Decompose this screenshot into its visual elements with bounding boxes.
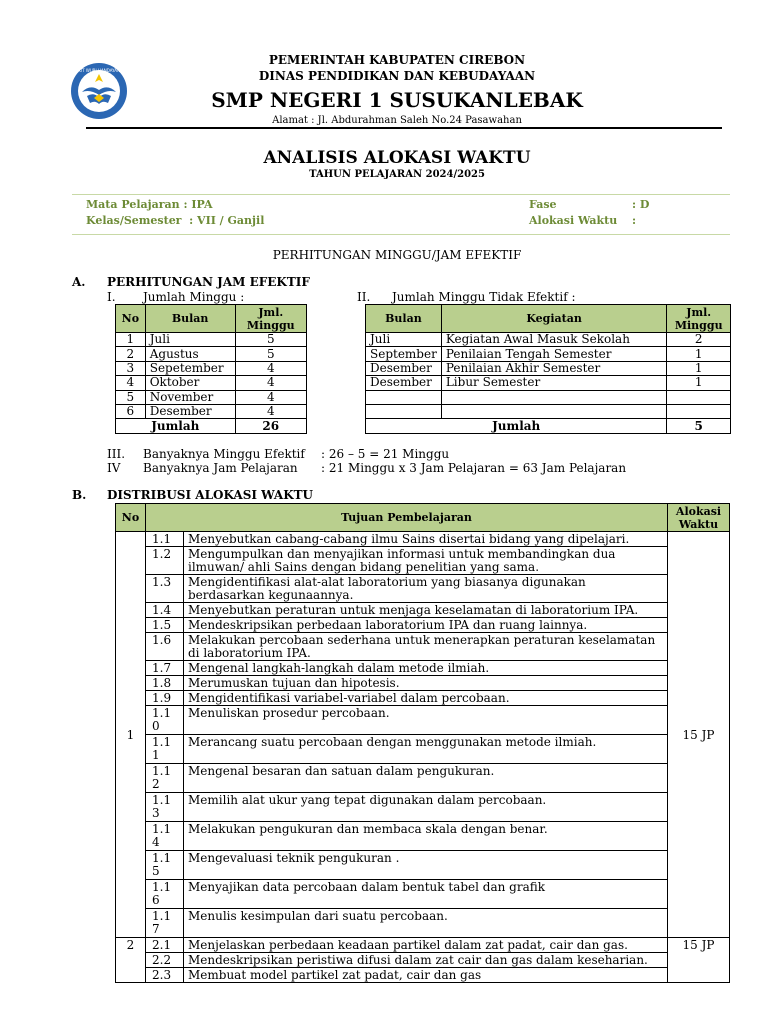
table-row: [116, 376, 307, 390]
weeks-total-value: 26: [235, 419, 306, 433]
item-iv-number: IV: [107, 461, 121, 475]
nonweeks-header-count: Jml. Minggu: [667, 305, 731, 333]
objective-text: Membuat model partikel zat padat, cair dan gas: [184, 968, 668, 983]
item-iii-value: : 26 – 5 = 21 Minggu: [321, 447, 450, 461]
objective-text: Memilih alat ukur yang tepat digunakan dalam percobaan.: [184, 793, 668, 822]
document-title: ANALISIS ALOKASI WAKTU: [263, 148, 531, 168]
cell-count: 1: [667, 347, 731, 361]
phase-label: Fase: [529, 198, 557, 211]
table-row: [116, 532, 730, 547]
objective-text: Mengidentifikasi variabel-variabel dalam percobaan.: [184, 691, 668, 706]
objective-text: Mengevaluasi teknik pengukuran .: [184, 851, 668, 880]
nonweeks-header-activity: Kegiatan: [441, 305, 667, 333]
objective-number: 2.1: [146, 938, 184, 953]
item-iii-label: Banyaknya Minggu Efektif: [143, 447, 305, 461]
weeks-header-count: Jml. Minggu: [235, 305, 306, 333]
objective-text: Melakukan percobaan sederhana untuk menerapkan peraturan keselamatan di laboratorium IPA.: [184, 633, 668, 661]
cell-month: Juli: [145, 333, 235, 347]
cell-month: November: [145, 390, 235, 404]
objective-text: Mengidentifikasi alat-alat laboratorium yang biasanya digunakan berdasarkan kegunaannya.: [184, 575, 668, 603]
cell-count: 4: [235, 361, 306, 375]
objective-text: Menjelaskan perbedaan keadaan partikel dalam zat padat, cair dan gas.: [184, 938, 668, 953]
objective-text: Melakukan pengukuran dan membaca skala dengan benar.: [184, 822, 668, 851]
objective-text: Mengenal besaran dan satuan dalam pengukuran.: [184, 764, 668, 793]
objective-number: 2.2: [146, 953, 184, 968]
time-distribution-table: [115, 503, 730, 983]
objective-number: 1.1 5: [146, 851, 184, 880]
objective-text: Mendeskripsikan peristiwa difusi dalam zat cair dan gas dalam keseharian.: [184, 953, 668, 968]
table-row: [116, 390, 307, 404]
table-row: [116, 547, 730, 575]
objective-number: 1.1 1: [146, 735, 184, 764]
objective-text: Mengumpulkan dan menyajikan informasi untuk membandingkan dua ilmuwan/ ahli Sains dengan bidang penelitian yang sama.: [184, 547, 668, 575]
time-allocation-value: :: [632, 214, 637, 227]
item-i-number: I.: [107, 290, 116, 304]
letterhead-divider: [86, 127, 722, 129]
table-row: [116, 361, 307, 375]
table-row: [116, 575, 730, 603]
objective-number: 1.2: [146, 547, 184, 575]
objective-number: 1.1 7: [146, 909, 184, 938]
group-allocation: 15 JP: [668, 532, 730, 938]
objective-text: Menyebutkan peraturan untuk menjaga keselamatan di laboratorium IPA.: [184, 603, 668, 618]
cell-no: 3: [116, 361, 146, 375]
objective-number: 1.1 2: [146, 764, 184, 793]
nonweeks-total-label: Jumlah: [366, 419, 667, 433]
table-row: [116, 661, 730, 676]
table-row: [116, 968, 730, 983]
table-row: [116, 333, 307, 347]
cell-count: 4: [235, 376, 306, 390]
document-subtitle: TAHUN PELAJARAN 2024/2025: [309, 169, 485, 180]
non-effective-weeks-table: [365, 304, 731, 434]
logo-caption: TUT WURI HANDAYANI: [76, 68, 122, 73]
table-row: [116, 618, 730, 633]
objective-number: 1.6: [146, 633, 184, 661]
item-iv-label: Banyaknya Jam Pelajaran: [143, 461, 298, 475]
section-b-letter: B.: [72, 488, 87, 502]
section-a-letter: A.: [72, 275, 86, 289]
cell-month: Desember: [366, 376, 442, 390]
cell-month: Desember: [145, 404, 235, 418]
table-row: [116, 880, 730, 909]
dist-header-allocation: Alokasi Waktu: [668, 504, 730, 532]
group-no: 2: [116, 938, 146, 983]
objective-text: Merumuskan tujuan dan hipotesis.: [184, 676, 668, 691]
item-iv-value: : 21 Minggu x 3 Jam Pelajaran = 63 Jam Pelajaran: [321, 461, 627, 475]
table-row: [366, 347, 731, 361]
table-row: [116, 633, 730, 661]
objective-text: Merancang suatu percobaan dengan menggunakan metode ilmiah.: [184, 735, 668, 764]
objective-number: 1.1 6: [146, 880, 184, 909]
objective-text: Menuliskan prosedur percobaan.: [184, 706, 668, 735]
objective-text: Mendeskripsikan perbedaan laboratorium IPA dan ruang lainnya.: [184, 618, 668, 633]
nonweeks-header-month: Bulan: [366, 305, 442, 333]
objective-number: 1.3: [146, 575, 184, 603]
weeks-table: [115, 304, 307, 434]
objective-number: 1.1: [146, 532, 184, 547]
section-heading-effective: PERHITUNGAN MINGGU/JAM EFEKTIF: [272, 248, 522, 262]
table-row: [116, 793, 730, 822]
cell-count: [667, 390, 731, 404]
cell-activity: Penilaian Tengah Semester: [441, 347, 667, 361]
table-row: [366, 390, 731, 404]
table-row: [366, 333, 731, 347]
item-iii-number: III.: [107, 447, 126, 461]
table-row: [116, 953, 730, 968]
cell-no: 2: [116, 347, 146, 361]
subject-label: Mata Pelajaran : IPA: [86, 198, 213, 211]
objective-number: 1.5: [146, 618, 184, 633]
objective-text: Menyajikan data percobaan dalam bentuk tabel dan grafik: [184, 880, 668, 909]
weeks-total-label: Jumlah: [116, 419, 236, 433]
cell-count: 1: [667, 361, 731, 375]
dist-header-no: No: [116, 504, 146, 532]
objective-number: 1.9: [146, 691, 184, 706]
cell-count: 5: [235, 333, 306, 347]
cell-month: Desember: [366, 361, 442, 375]
cell-month: Oktober: [145, 376, 235, 390]
table-row: [116, 822, 730, 851]
objective-text: Menulis kesimpulan dari suatu percobaan.: [184, 909, 668, 938]
cell-month: Agustus: [145, 347, 235, 361]
table-total-row: [366, 419, 731, 433]
objective-text: Mengenal langkah-langkah dalam metode ilmiah.: [184, 661, 668, 676]
group-no: 1: [116, 532, 146, 938]
table-row: [366, 376, 731, 390]
cell-no: 4: [116, 376, 146, 390]
cell-count: 4: [235, 404, 306, 418]
table-total-row: [116, 419, 307, 433]
cell-month: September: [366, 347, 442, 361]
objective-number: 1.1 3: [146, 793, 184, 822]
objective-number: 1.1 4: [146, 822, 184, 851]
class-semester-label: Kelas/Semester : VII / Ganjil: [86, 214, 265, 227]
objective-number: 2.3: [146, 968, 184, 983]
table-row: [116, 404, 307, 418]
department-name: DINAS PENDIDIKAN DAN KEBUDAYAAN: [258, 69, 536, 83]
cell-count: 5: [235, 347, 306, 361]
nonweeks-total-value: 5: [667, 419, 731, 433]
cell-month: Sepetember: [145, 361, 235, 375]
cell-count: 4: [235, 390, 306, 404]
cell-activity: [441, 404, 667, 418]
section-a-title: PERHITUNGAN JAM EFEKTIF: [107, 275, 310, 289]
letterhead: [0, 52, 768, 127]
cell-count: 1: [667, 376, 731, 390]
cell-no: 5: [116, 390, 146, 404]
group-allocation: 15 JP: [668, 938, 730, 983]
school-address: Alamat : Jl. Abdurahman Saleh No.24 Pasawahan: [272, 115, 522, 126]
cell-activity: Penilaian Akhir Semester: [441, 361, 667, 375]
cell-activity: [441, 390, 667, 404]
phase-value: : D: [632, 198, 650, 211]
table-row: [116, 706, 730, 735]
weeks-header-month: Bulan: [145, 305, 235, 333]
time-allocation-label: Alokasi Waktu: [529, 214, 618, 227]
cell-no: 1: [116, 333, 146, 347]
objective-number: 1.4: [146, 603, 184, 618]
table-row: [116, 909, 730, 938]
cell-activity: Kegiatan Awal Masuk Sekolah: [441, 333, 667, 347]
cell-month: [366, 404, 442, 418]
table-row: [116, 938, 730, 953]
dist-header-objective: Tujuan Pembelajaran: [146, 504, 668, 532]
table-row: [116, 735, 730, 764]
table-row: [366, 404, 731, 418]
section-b-title: DISTRIBUSI ALOKASI WAKTU: [107, 488, 314, 502]
table-row: [116, 347, 307, 361]
table-row: [116, 603, 730, 618]
cell-activity: Libur Semester: [441, 376, 667, 390]
item-ii-label: Jumlah Minggu Tidak Efektif :: [392, 290, 576, 304]
item-i-label: Jumlah Minggu :: [143, 290, 245, 304]
school-name: SMP NEGERI 1 SUSUKANLEBAK: [211, 88, 583, 112]
table-row: [116, 691, 730, 706]
table-row: [116, 851, 730, 880]
objective-number: 1.7: [146, 661, 184, 676]
gov-name: PEMERINTAH KABUPATEN CIREBON: [268, 53, 526, 67]
cell-month: Juli: [366, 333, 442, 347]
cell-month: [366, 390, 442, 404]
objective-text: Menyebutkan cabang-cabang ilmu Sains disertai bidang yang dipelajari.: [184, 532, 668, 547]
cell-count: [667, 404, 731, 418]
table-row: [116, 676, 730, 691]
table-row: [116, 764, 730, 793]
objective-number: 1.8: [146, 676, 184, 691]
weeks-header-no: No: [116, 305, 146, 333]
table-row: [366, 361, 731, 375]
objective-number: 1.1 0: [146, 706, 184, 735]
item-ii-number: II.: [357, 290, 371, 304]
cell-count: 2: [667, 333, 731, 347]
cell-no: 6: [116, 404, 146, 418]
